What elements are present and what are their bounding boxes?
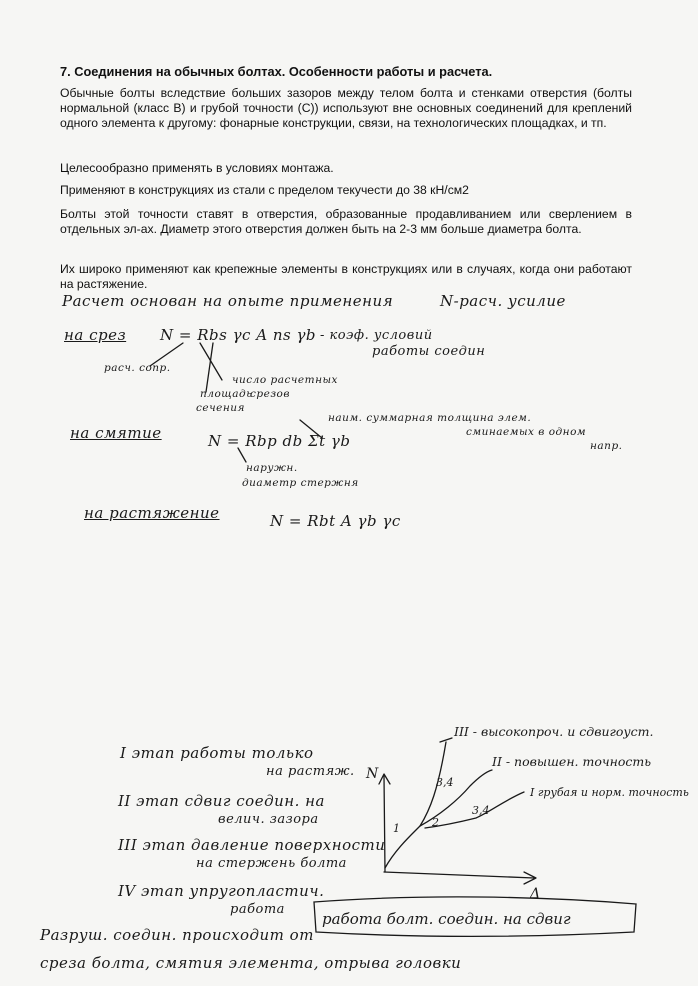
point-1-label: 1 [393, 822, 400, 835]
bearing-t-note-2: сминаемых в одном [466, 426, 587, 438]
stage-1-note-2: на растяж. [266, 764, 355, 779]
failure-note-2: среза болта, смятия элемента, отрыва головки [40, 954, 462, 972]
shear-n-note: число расчетных [232, 374, 338, 386]
graph-y-label: N [366, 766, 379, 782]
shear-a-note: площадь [200, 388, 253, 400]
graph-x-axis [384, 872, 534, 878]
stage-3-note-2: на стержень болта [196, 856, 347, 871]
stage-1-note: I этап работы только [120, 744, 314, 762]
bearing-label: на смятие [70, 424, 162, 442]
bearing-formula: N = Rbp db Σt γb [208, 432, 351, 450]
paragraph-1: Обычные болты вследствие больших зазоров между телом болта и стенками отверстия (болты нормальной (класс В) и грубой точности (С)) используют вне основных соединений для креплений одного элемента к другому: фонарные конструкции, связи, на технологических площадках, и тп. [60, 86, 632, 130]
stage-2-note: II этап сдвиг соедин. на [118, 792, 325, 810]
paragraph-2: Целесообразно применять в условиях монтажа. [60, 161, 334, 175]
graph-y-axis [384, 776, 385, 872]
curve-ii [420, 770, 492, 826]
tension-label: на растяжение [84, 504, 220, 522]
point-34-upper-label: 3,4 [436, 776, 454, 789]
bearing-d-note-2: диаметр стержня [242, 477, 359, 489]
shear-a-note-2: сечения [196, 402, 245, 414]
shear-gamma-note-2: работы соедин [372, 344, 486, 359]
shear-label: на срез [64, 326, 127, 344]
paragraph-5: Их широко применяют как крепежные элементы в конструкциях или в случаях, когда они работают на растяжение. [60, 262, 632, 291]
graph-x-label: Δ [530, 886, 541, 902]
shear-gamma-note: - коэф. условий [320, 328, 433, 343]
shear-r-pointer [150, 343, 183, 366]
curve-iii-label: III - высокопроч. и сдвигоуст. [454, 724, 654, 739]
curve-ii-label: II - повышен. точность [492, 754, 652, 769]
shear-n-note-2: срезов [250, 388, 290, 400]
paragraph-3: Применяют в конструкциях из стали с пределом текучести до 38 кН/см2 [60, 183, 469, 197]
bearing-t-note: наим. суммарная толщина элем. [328, 412, 532, 424]
bearing-d-note: наружн. [246, 462, 298, 474]
curve-i-label: I грубая и норм. точность [530, 786, 689, 799]
bearing-d-pointer [238, 448, 246, 462]
shear-r-note: расч. сопр. [104, 362, 171, 374]
point-2-label: 2 [432, 816, 439, 829]
boxed-note: работа болт. соедин. на сдвиг [322, 910, 571, 928]
section-title: 7. Соединения на обычных болтах. Особенности работы и расчета. [60, 64, 493, 79]
failure-note: Разруш. соедин. происходит от [40, 926, 314, 944]
point-34-lower-label: 3,4 [472, 804, 490, 817]
shear-formula: N = Rbs γc A ns γb [160, 326, 317, 344]
stage-2-note-2: велич. зазорa [218, 812, 319, 827]
stage-3-note: III этап давление поверхности [118, 836, 386, 854]
curve-iii [385, 742, 446, 868]
tension-formula: N = Rbt A γb γc [270, 512, 401, 530]
shear-a-pointer [206, 343, 213, 392]
stage-4-note-2: работа [230, 902, 285, 917]
stage-4-note: IV этап упругопластич. [118, 882, 325, 900]
n-definition-note: N-расч. усилие [440, 292, 566, 310]
bearing-t-note-3: напр. [590, 440, 623, 452]
calc-intro-note: Расчет основан на опыте применения [62, 292, 394, 310]
paragraph-4: Болты этой точности ставят в отверстия, образованные продавливанием или сверлением в отдельных эл-ах. Диаметр этого отверстия должен быть на 2-3 мм больше диаметра болта. [60, 207, 632, 236]
bearing-t-pointer [300, 420, 322, 438]
